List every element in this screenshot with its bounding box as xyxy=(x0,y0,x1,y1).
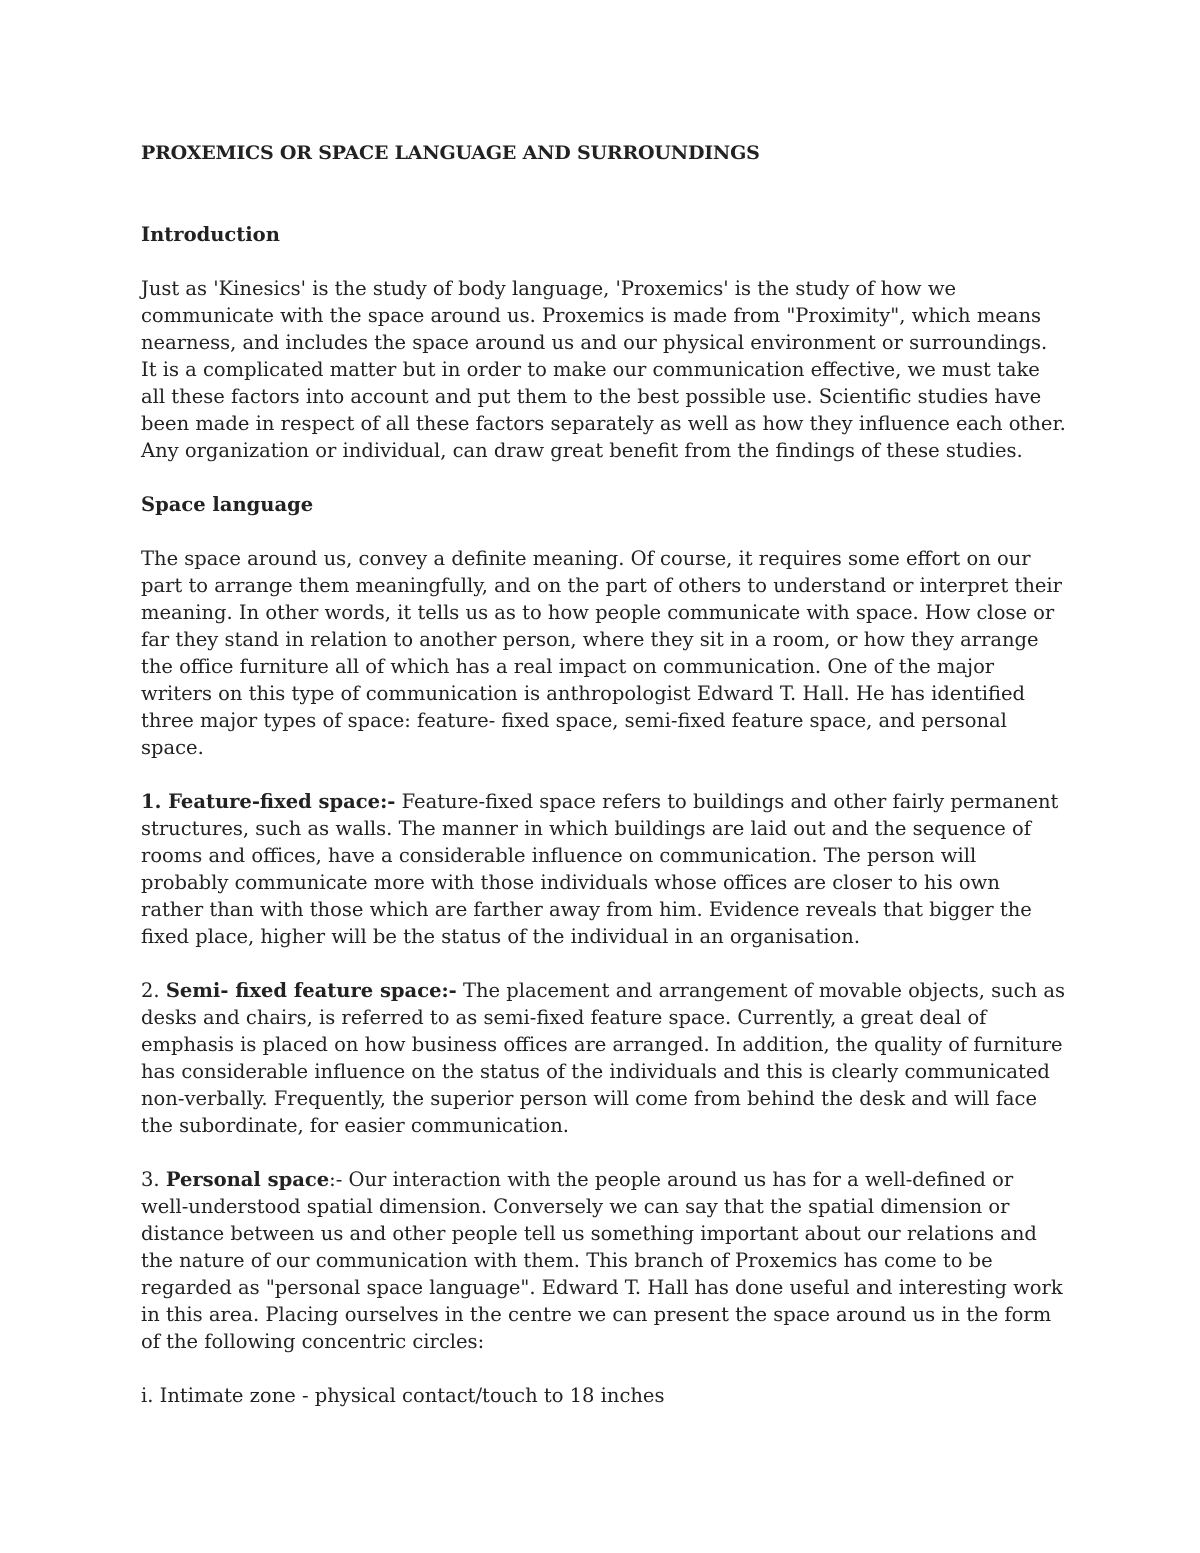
item-number: 2. xyxy=(141,979,166,1002)
intimate-zone-line: i. Intimate zone - physical contact/touch to 18 inches xyxy=(141,1384,665,1407)
item-body: Feature-fixed space refers to buildings and other fairly permanent structures, such as walls. The manner in which buildings are laid out and the sequence of rooms and offices, have a considerable influence on communication. The person will probably communicate more with those individuals whose offices are closer to his own rather than with those which are farther away from him. Evidence reveals that bigger the fixed place, higher will be the status of the individual in an organisation. xyxy=(141,790,1059,948)
item-body: The placement and arrangement of movable objects, such as desks and chairs, is referred to as semi-fixed feature space. Currently, a great deal of emphasis is placed on how business offices are arranged. In addition, the quality of furniture has considerable influence on the status of the individuals and this is clearly communicated non-verbally. Frequently, the superior person will come from behind the desk and will face the subordinate, for easier communication. xyxy=(141,979,1065,1137)
section-heading-introduction: Introduction xyxy=(141,223,280,246)
space-language-paragraph: The space around us, convey a definite meaning. Of course, it requires some effort on our part to arrange them meaningfully, and on the part of others to understand or interpret their meaning. In other words, it tells us as to how people communicate with space. How close or far they stand in relation to another person, where they sit in a room, or how they arrange the office furniture all of which has a real impact on communication. One of the major writers on this type of communication is anthropologist Edward T. Hall. He has identified three major types of space: feature- fixed space, semi-fixed feature space, and personal space. xyxy=(141,547,1062,759)
document-page xyxy=(141,140,1066,1436)
item-term: 1. Feature-fixed space:- xyxy=(141,790,396,813)
document-title: PROXEMICS OR SPACE LANGUAGE AND SURROUNDINGS xyxy=(141,142,760,164)
item-number: 3. xyxy=(141,1168,166,1191)
item-body: :- Our interaction with the people around us has for a well-defined or well-understood spatial dimension. Conversely we can say that the spatial dimension or distance between us and other people tell us something important about our relations and the nature of our communication with them. This branch of Proxemics has come to be regarded as "personal space language". Edward T. Hall has done useful and interesting work in this area. Placing ourselves in the centre we can present the space around us in the form of the following concentric circles: xyxy=(141,1168,1063,1353)
semi-fixed-feature-space-paragraph xyxy=(141,977,1066,1139)
introduction-paragraph: Just as 'Kinesics' is the study of body language, 'Proxemics' is the study of how we communicate with the space around us. Proxemics is made from "Proximity", which means nearness, and includes the space around us and our physical environment or surroundings. It is a complicated matter but in order to make our communication effective, we must take all these factors into account and put them to the best possible use. Scientific studies have been made in respect of all these factors separately as well as how they influence each other. Any organization or individual, can draw great benefit from the findings of these studies. xyxy=(141,277,1066,462)
personal-space-paragraph xyxy=(141,1166,1066,1355)
feature-fixed-space-paragraph xyxy=(141,788,1066,950)
item-term: Personal space xyxy=(165,1168,330,1191)
item-term: Semi- fixed feature space:- xyxy=(165,979,457,1002)
section-heading-space-language: Space language xyxy=(141,493,314,516)
